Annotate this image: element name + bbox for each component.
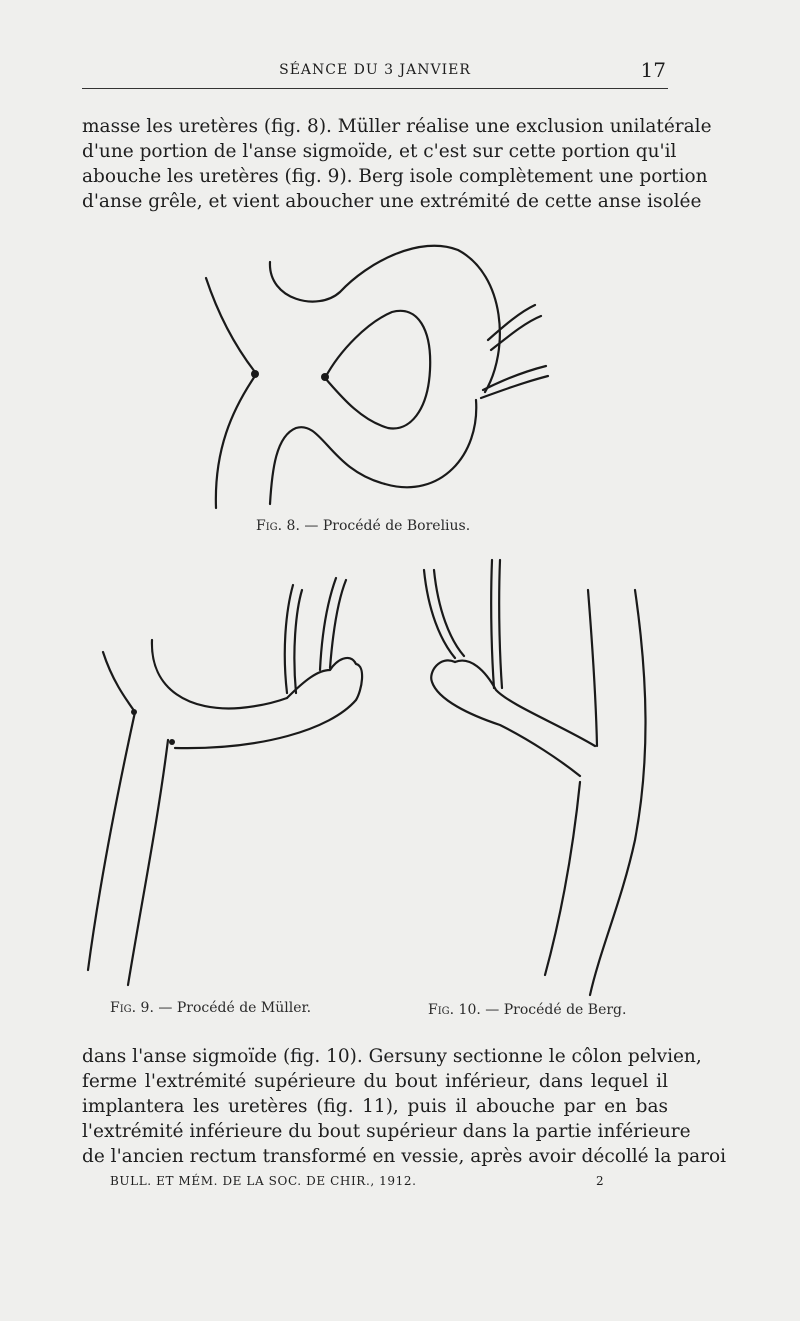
fig9-suture-b — [169, 739, 175, 745]
figure-8-caption — [256, 518, 470, 534]
figure-9-caption — [110, 1000, 311, 1016]
text-line: ferme l'extrémité supérieure du bout inférieur, dans lequel il — [82, 1071, 668, 1092]
figure-10-title: Procédé de Berg. — [503, 1002, 627, 1018]
fig9-sigmoid-loop — [152, 640, 287, 708]
figure-9-drawing — [88, 578, 362, 985]
figure-9-sep: — — [158, 1000, 173, 1016]
fig10-ureter-a — [424, 570, 455, 658]
figure-10-caption — [428, 1002, 626, 1018]
figure-10-sep: — — [485, 1002, 500, 1018]
fig8-suture-right — [321, 373, 329, 381]
fig10-left-wall — [545, 782, 580, 975]
figure-8-title: Procédé de Borelius. — [322, 518, 471, 534]
text-line: masse les uretères (fig. 8). Müller réalise une exclusion unilatérale — [82, 116, 712, 137]
fig9-ureter-c — [320, 578, 336, 670]
paragraph-bottom — [82, 1044, 727, 1169]
fig10-right-outer-upper — [588, 590, 597, 746]
fig10-ureter-b — [434, 570, 464, 656]
fig9-ureter-a — [285, 585, 293, 693]
figure-8-sep: — — [304, 518, 319, 534]
figure-8-label: Fig. 8. — [256, 518, 300, 534]
figure-9-title: Procédé de Müller. — [176, 1000, 312, 1016]
page-number: 17 — [640, 58, 666, 82]
fig10-pouch — [431, 660, 580, 776]
text-line: d'une portion de l'anse sigmoïde, et c'est sur cette portion qu'il — [82, 141, 677, 162]
text-line: dans l'anse sigmoïde (fig. 10). Gersuny sectionne le côlon pelvien, — [82, 1046, 702, 1067]
figure-10-label: Fig. 10. — [428, 1002, 481, 1018]
fig10-right-outer — [590, 590, 646, 995]
text-line: de l'ancien rectum transformé en vessie, après avoir décollé la paroi — [82, 1146, 727, 1167]
fig9-inner-wall — [128, 740, 168, 985]
fig9-ureter-d — [330, 580, 346, 668]
fig9-suture-a — [131, 709, 137, 715]
footer-citation: BULL. ET MÉM. DE LA SOC. DE CHIR., 1912. — [110, 1174, 417, 1188]
fig10-ureter-c — [491, 560, 494, 688]
text-line: d'anse grêle, et vient aboucher une extrémité de cette anse isolée — [82, 191, 702, 212]
figure-10-drawing — [424, 560, 646, 995]
fig8-left-lower-wall — [216, 376, 255, 508]
figure-8-drawing — [206, 246, 548, 508]
fig10-ureter-d — [499, 560, 502, 688]
fig9-ureter-b — [294, 590, 302, 693]
text-line: abouche les uretères (fig. 9). Berg isole complètement une portion — [82, 166, 708, 187]
fig8-inner-loop — [325, 311, 430, 429]
fig8-suture-left — [251, 370, 259, 378]
fig8-lower-loop — [270, 400, 476, 504]
fig8-left-upper-wall — [206, 278, 255, 372]
fig8-outer-loop — [270, 246, 500, 392]
fig9-left-outer-wall — [103, 652, 135, 712]
text-line: l'extrémité inférieure du bout supérieur dans la partie inférieure — [82, 1121, 691, 1142]
text-line: implantera les uretères (fig. 11), puis il abouche par en bas — [82, 1096, 668, 1117]
running-title: SÉANCE DU 3 JANVIER — [279, 62, 471, 78]
footer-signature: 2 — [596, 1174, 604, 1188]
fig10-pouch-top — [455, 661, 595, 746]
figure-9-label: Fig. 9. — [110, 1000, 154, 1016]
fig9-left-lower-outer — [88, 712, 135, 970]
